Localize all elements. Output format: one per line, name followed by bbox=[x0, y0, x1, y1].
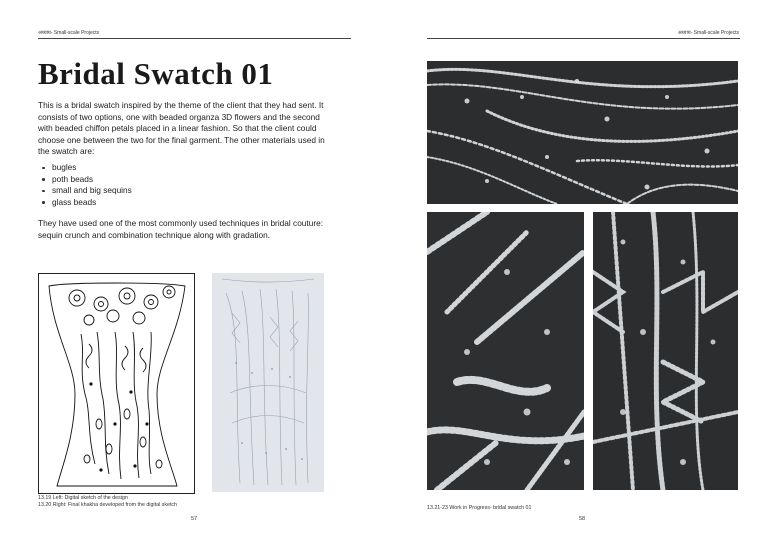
list-item: poth beads bbox=[38, 174, 132, 186]
intro-paragraph: This is a bridal swatch inspired by the theme of the client that they had sent. It consists of two options, one with beaded organza 3D flowers and the second with beaded chiffon petals placed in a linear fashion. So that the client could choose one between the two for the final garment. The other materials used in the swatch are: bbox=[38, 100, 325, 157]
header-rule bbox=[38, 38, 351, 39]
list-item: glass beads bbox=[38, 197, 132, 209]
swatch-photo-bottom-left bbox=[427, 212, 584, 490]
list-item: small and big sequins bbox=[38, 185, 132, 197]
left-page bbox=[0, 0, 388, 549]
materials-list bbox=[38, 162, 132, 208]
khakha-trace-image bbox=[212, 273, 324, 492]
page-number: 58 bbox=[579, 516, 586, 522]
figure-caption: 13.21-23 Work in Progress- bridal swatch 01 bbox=[427, 505, 532, 511]
list-item: bugles bbox=[38, 162, 132, 174]
running-head: अध्याय- Small-scale Projects bbox=[38, 30, 100, 36]
running-head: अध्याय- Small-scale Projects bbox=[677, 30, 739, 36]
technique-paragraph: They have used one of the most commonly used techniques in bridal couture: sequin crunch and combination technique along with gradation. bbox=[38, 218, 324, 240]
swatch-photo-top bbox=[427, 61, 738, 204]
right-page bbox=[389, 0, 777, 549]
swatch-photo-bottom-right bbox=[593, 212, 738, 490]
page-title: Bridal Swatch 01 bbox=[38, 56, 274, 91]
page-number: 57 bbox=[191, 516, 198, 522]
header-rule bbox=[427, 38, 740, 39]
digital-sketch-image bbox=[38, 273, 195, 494]
figure-caption bbox=[38, 495, 177, 509]
caption-line: 13.20 Right: Final khakha developed from the digital sketch bbox=[38, 502, 177, 508]
caption-line: 13.19 Left: Digital sketch of the design bbox=[38, 495, 128, 501]
